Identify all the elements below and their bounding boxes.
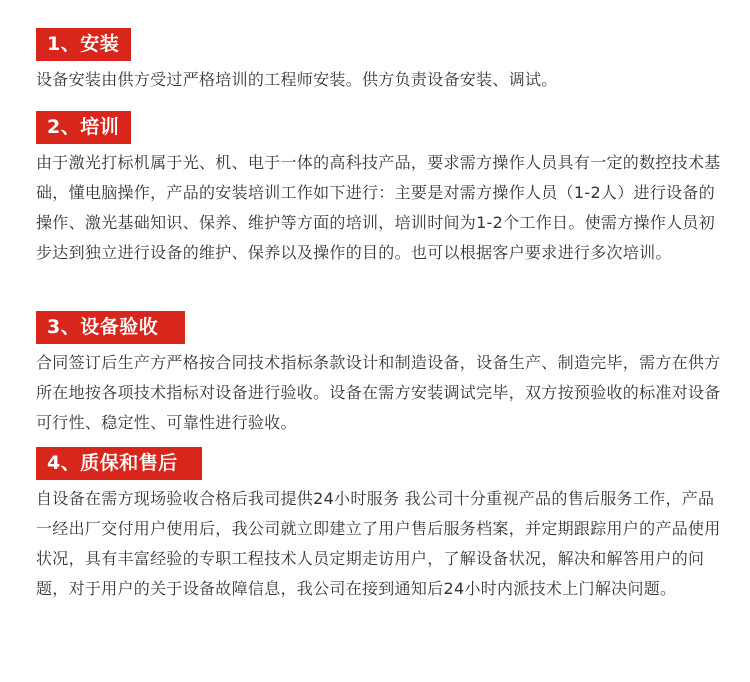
section-title-warranty-after-sales: 4、质保和售后	[36, 447, 202, 480]
section-body-acceptance: 合同签订后生产方严格按合同技术指标条款设计和制造设备，设备生产、制造完毕，需方在供方所在地按各项技术指标对设备进行验收。设备在需方安装调试完毕，双方按预验收的标准对设备可行性、稳定性、可靠性进行验收。	[36, 353, 721, 432]
section-warranty-after-sales	[36, 447, 726, 604]
section-title-acceptance: 3、设备验收	[36, 311, 185, 344]
section-body-training: 由于激光打标机属于光、机、电于一体的高科技产品，要求需方操作人员具有一定的数控技术基础，懂电脑操作，产品的安装培训工作如下进行：主要是对需方操作人员（1-2人）进行设备的操作、激光基础知识、保养、维护等方面的培训，培训时间为1-2个工作日。使需方操作人员初步达到独立进行设备的维护、保养以及操作的目的。也可以根据客户要求进行多次培训。	[36, 153, 721, 262]
section-body-installation: 设备安装由供方受过严格培训的工程师安装。供方负责设备安装、调试。	[36, 70, 558, 89]
section-title-installation: 1、安装	[36, 28, 131, 61]
section-title-training: 2、培训	[36, 111, 131, 144]
section-installation	[36, 28, 726, 95]
section-acceptance	[36, 311, 726, 438]
section-body-warranty-after-sales: 自设备在需方现场验收合格后我司提供24小时服务 我公司十分重视产品的售后服务工作，产品一经出厂交付用户使用后，我公司就立即建立了用户售后服务档案，并定期跟踪用户的产品使用状况，具有丰富经验的专职工程技术人员定期走访用户，了解设备状况，解决和解答用户的问题，对于用户的关于设备故障信息，我公司在接到通知后24小时内派技术上门解决问题。	[36, 489, 721, 598]
section-training	[36, 111, 726, 268]
